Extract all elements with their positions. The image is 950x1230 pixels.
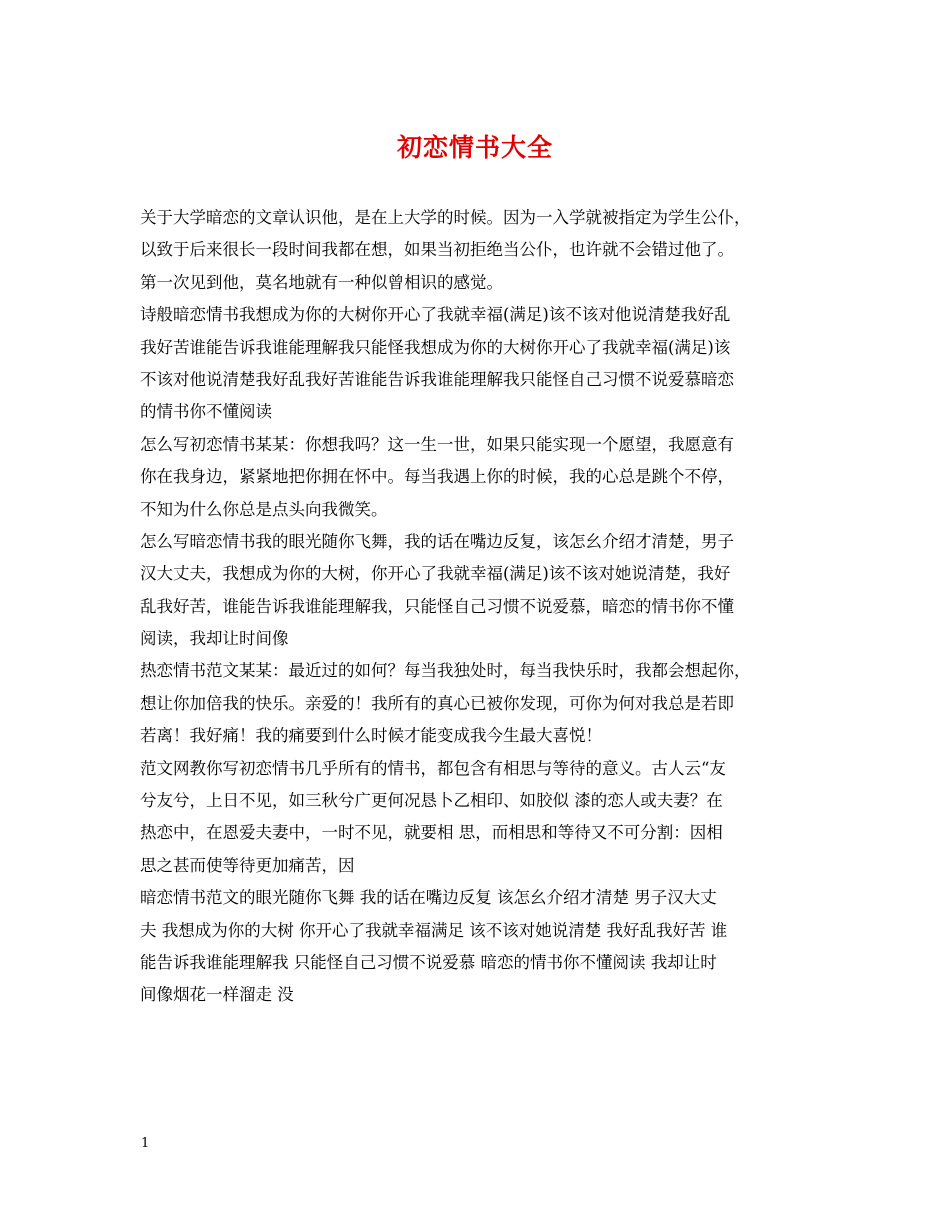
- text-line: 的情书你不懂阅读: [140, 402, 272, 422]
- text-line: 若离！我好痛！我的痛要到什么时候才能变成我今生最大喜悦！: [140, 726, 602, 746]
- text-line: 热恋中，在恩爱夫妻中，一时不见，就要相 思，而相思和等待又不可分割：因相: [140, 823, 723, 843]
- text-line: 夫 我想成为你的大树 你开心了我就幸福满足 该不该对她说清楚 我好乱我好苦 谁: [140, 920, 728, 940]
- text-line: 怎么写初恋情书某某：你想我吗？这一生一世，如果只能实现一个愿望，我愿意有: [140, 434, 734, 454]
- text-line: 想让你加倍我的快乐。亲爱的！我所有的真心已被你发现，可你为何对我总是若即: [140, 693, 734, 713]
- text-line: 汉大丈夫，我想成为你的大树，你开心了我就幸福(满足)该不该对她说清楚，我好: [140, 564, 731, 584]
- text-line: 范文网教你写初恋情书几乎所有的情书，都包含有相思与等待的意义。古人云“友: [140, 758, 726, 778]
- document-title: 初恋情书大全: [396, 133, 553, 162]
- page-number: 1: [141, 1136, 150, 1151]
- text-line: 你在我身边，紧紧地把你拥在怀中。每当我遇上你的时候，我的心总是跳个不停，: [140, 467, 734, 487]
- text-line: 暗恋情书范文的眼光随你飞舞 我的话在嘴边反复 该怎幺介绍才清楚 男子汉大丈: [140, 888, 717, 908]
- document-body: [140, 202, 820, 1012]
- text-line: 关于大学暗恋的文章认识他，是在上大学的时候。因为一入学就被指定为学生公仆，: [140, 208, 751, 227]
- text-line: 乱我好苦，谁能告诉我谁能理解我，只能怪自己习惯不说爱慕，暗恋的情书你不懂: [140, 596, 734, 616]
- text-line: 兮友兮，上日不见，如三秋兮广更何况恳卜乙相印、如胶似 漆的恋人或夫妻？在: [140, 791, 723, 811]
- text-line: 阅读，我却让时间像: [140, 629, 289, 649]
- text-line: 间像烟花一样溜走 没: [140, 985, 294, 1005]
- text-line: 怎么写暗恋情书我的眼光随你飞舞，我的话在嘴边反复，该怎幺介绍才清楚，男子: [140, 531, 734, 551]
- text-line: 以致于后来很长一段时间我都在想，如果当初拒绝当公仆，也许就不会错过他了。: [140, 240, 734, 260]
- text-line: 我好苦谁能告诉我谁能理解我只能怪我想成为你的大树你开心了我就幸福(满足)该: [140, 337, 731, 357]
- text-line: 思之甚而使等待更加痛苦，因: [140, 855, 355, 875]
- text-line: 不知为什么你总是点头向我微笑。: [140, 499, 388, 519]
- text-line: 第一次见到他，莫名地就有一种似曾相识的感觉。: [140, 272, 503, 292]
- text-line: 能告诉我谁能理解我 只能怪自己习惯不说爱慕 暗恋的情书你不懂阅读 我却让时: [140, 952, 717, 972]
- text-line: 不该对他说清楚我好乱我好苦谁能告诉我谁能理解我只能怪自己习惯不说爱慕暗恋: [140, 369, 734, 389]
- text-line: 热恋情书范文某某：最近过的如何？每当我独处时，每当我快乐时，我都会想起你，: [140, 661, 751, 681]
- text-line: 诗般暗恋情书我想成为你的大树你开心了我就幸福(满足)该不该对他说清楚我好乱: [140, 305, 731, 325]
